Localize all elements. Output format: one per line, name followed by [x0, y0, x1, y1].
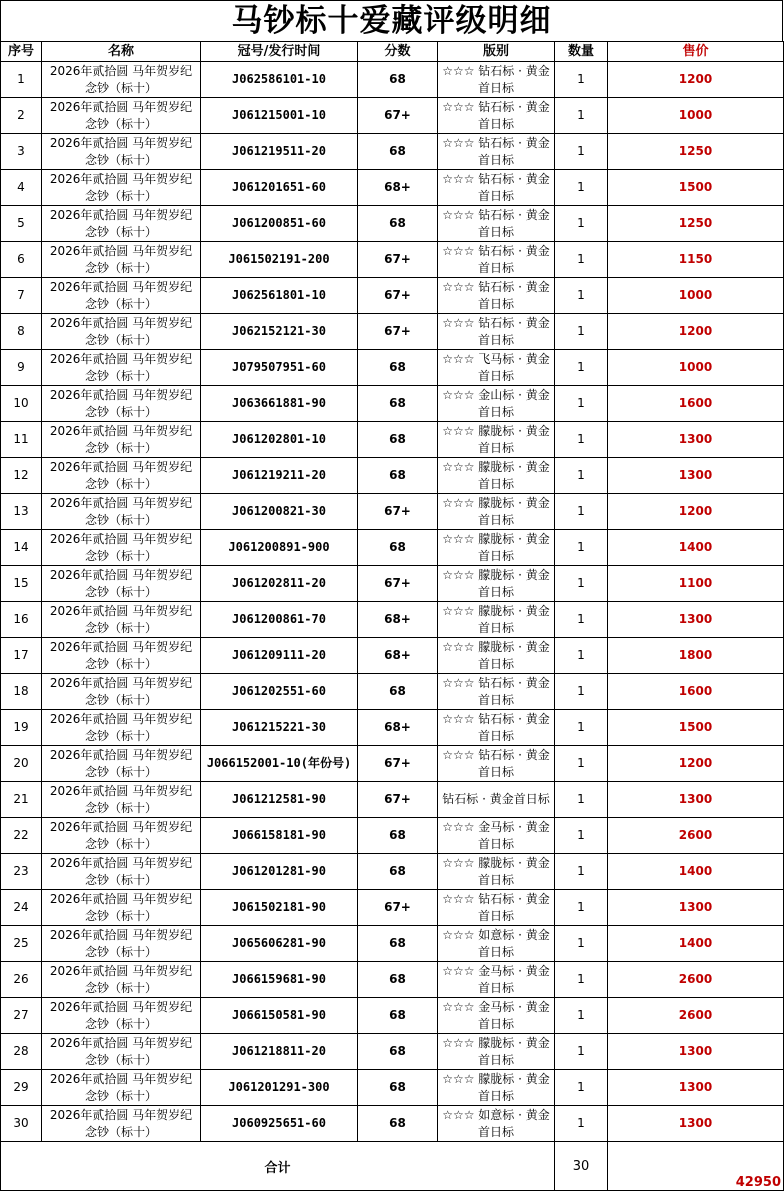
row-score: 68+ [358, 638, 438, 674]
row-score: 68 [358, 206, 438, 242]
row-number: 1 [1, 62, 42, 98]
row-price: 1200 [608, 62, 784, 98]
row-qty: 1 [555, 710, 608, 746]
row-number: 30 [1, 1106, 42, 1142]
row-score: 68 [358, 350, 438, 386]
table-row [1, 134, 784, 170]
table-row [1, 782, 784, 818]
row-qty: 1 [555, 962, 608, 998]
row-qty: 1 [555, 98, 608, 134]
table-row [1, 602, 784, 638]
row-number: 16 [1, 602, 42, 638]
row-number: 24 [1, 890, 42, 926]
row-qty: 1 [555, 998, 608, 1034]
row-serial: J061202811-20 [201, 566, 358, 602]
col-header-name: 名称 [42, 42, 201, 62]
row-score: 68 [358, 926, 438, 962]
row-price: 1300 [608, 1070, 784, 1106]
row-price: 2600 [608, 962, 784, 998]
col-header-no: 序号 [1, 42, 42, 62]
row-name: 2026年贰拾圆 马年贺岁纪念钞（标十） [42, 1070, 201, 1106]
row-version: ☆☆☆ 朦胧标 · 黄金首日标 [438, 530, 555, 566]
row-score: 68 [358, 1070, 438, 1106]
row-serial: J061201651-60 [201, 170, 358, 206]
row-name: 2026年贰拾圆 马年贺岁纪念钞（标十） [42, 566, 201, 602]
row-name: 2026年贰拾圆 马年贺岁纪念钞（标十） [42, 962, 201, 998]
row-version: ☆☆☆ 朦胧标 · 黄金首日标 [438, 494, 555, 530]
row-score: 67+ [358, 566, 438, 602]
row-serial: J061502181-90 [201, 890, 358, 926]
row-version: ☆☆☆ 如意标 · 黄金首日标 [438, 926, 555, 962]
row-qty: 1 [555, 638, 608, 674]
row-serial: J062561801-10 [201, 278, 358, 314]
row-version: ☆☆☆ 钻石标 · 黄金首日标 [438, 674, 555, 710]
table-row [1, 386, 784, 422]
row-name: 2026年贰拾圆 马年贺岁纪念钞（标十） [42, 278, 201, 314]
total-row [1, 1142, 784, 1191]
row-version: ☆☆☆ 钻石标 · 黄金首日标 [438, 206, 555, 242]
row-price: 1150 [608, 242, 784, 278]
table-row [1, 566, 784, 602]
row-version: ☆☆☆ 朦胧标 · 黄金首日标 [438, 638, 555, 674]
row-qty: 1 [555, 746, 608, 782]
row-name: 2026年贰拾圆 马年贺岁纪念钞（标十） [42, 782, 201, 818]
table-row [1, 1070, 784, 1106]
row-name: 2026年贰拾圆 马年贺岁纪念钞（标十） [42, 134, 201, 170]
row-version: ☆☆☆ 如意标 · 黄金首日标 [438, 1106, 555, 1142]
row-number: 23 [1, 854, 42, 890]
row-name: 2026年贰拾圆 马年贺岁纪念钞（标十） [42, 98, 201, 134]
row-qty: 1 [555, 1034, 608, 1070]
row-qty: 1 [555, 386, 608, 422]
row-serial: J061218811-20 [201, 1034, 358, 1070]
total-label: 合计 [1, 1142, 555, 1191]
row-number: 3 [1, 134, 42, 170]
row-version: ☆☆☆ 朦胧标 · 黄金首日标 [438, 458, 555, 494]
table-row [1, 278, 784, 314]
row-serial: J061201281-90 [201, 854, 358, 890]
row-serial: J061202551-60 [201, 674, 358, 710]
row-version: ☆☆☆ 钻石标 · 黄金首日标 [438, 170, 555, 206]
row-name: 2026年贰拾圆 马年贺岁纪念钞（标十） [42, 674, 201, 710]
table-row [1, 530, 784, 566]
row-qty: 1 [555, 782, 608, 818]
row-score: 67+ [358, 278, 438, 314]
row-serial: J061200821-30 [201, 494, 358, 530]
row-price: 1600 [608, 386, 784, 422]
detail-table [0, 41, 784, 1191]
col-header-version: 版别 [438, 42, 555, 62]
row-price: 1300 [608, 1034, 784, 1070]
row-price: 1600 [608, 674, 784, 710]
row-score: 68 [358, 854, 438, 890]
row-serial: J061219211-20 [201, 458, 358, 494]
table-row [1, 242, 784, 278]
row-name: 2026年贰拾圆 马年贺岁纪念钞（标十） [42, 890, 201, 926]
row-number: 29 [1, 1070, 42, 1106]
row-price: 1100 [608, 566, 784, 602]
row-qty: 1 [555, 926, 608, 962]
table-body [1, 62, 784, 1142]
row-name: 2026年贰拾圆 马年贺岁纪念钞（标十） [42, 62, 201, 98]
row-serial: J062586101-10 [201, 62, 358, 98]
table-row [1, 926, 784, 962]
row-qty: 1 [555, 890, 608, 926]
row-price: 1000 [608, 98, 784, 134]
row-price: 1300 [608, 890, 784, 926]
row-version: ☆☆☆ 钻石标 · 黄金首日标 [438, 134, 555, 170]
row-qty: 1 [555, 494, 608, 530]
row-serial: J061200861-70 [201, 602, 358, 638]
row-name: 2026年贰拾圆 马年贺岁纪念钞（标十） [42, 998, 201, 1034]
row-price: 1400 [608, 926, 784, 962]
row-serial: J062152121-30 [201, 314, 358, 350]
row-name: 2026年贰拾圆 马年贺岁纪念钞（标十） [42, 170, 201, 206]
table-row [1, 98, 784, 134]
row-qty: 1 [555, 62, 608, 98]
row-version: ☆☆☆ 朦胧标 · 黄金首日标 [438, 422, 555, 458]
row-number: 5 [1, 206, 42, 242]
row-score: 68 [358, 818, 438, 854]
row-price: 1250 [608, 206, 784, 242]
sheet-title: 马钞标十爱藏评级明细 [0, 0, 783, 41]
row-score: 67+ [358, 98, 438, 134]
col-header-qty: 数量 [555, 42, 608, 62]
row-number: 2 [1, 98, 42, 134]
row-number: 11 [1, 422, 42, 458]
row-serial: J066158181-90 [201, 818, 358, 854]
row-version: ☆☆☆ 飞马标 · 黄金首日标 [438, 350, 555, 386]
row-number: 28 [1, 1034, 42, 1070]
row-score: 67+ [358, 242, 438, 278]
row-serial: J066152001-10(年份号) [201, 746, 358, 782]
total-qty: 30 [555, 1142, 608, 1191]
row-score: 68 [358, 530, 438, 566]
row-version: ☆☆☆ 金山标 · 黄金首日标 [438, 386, 555, 422]
row-number: 22 [1, 818, 42, 854]
row-price: 1000 [608, 278, 784, 314]
row-serial: J061215001-10 [201, 98, 358, 134]
row-qty: 1 [555, 314, 608, 350]
table-row [1, 854, 784, 890]
row-number: 13 [1, 494, 42, 530]
row-qty: 1 [555, 602, 608, 638]
row-version: ☆☆☆ 钻石标 · 黄金首日标 [438, 242, 555, 278]
row-name: 2026年贰拾圆 马年贺岁纪念钞（标十） [42, 242, 201, 278]
row-qty: 1 [555, 242, 608, 278]
row-version: ☆☆☆ 钻石标 · 黄金首日标 [438, 62, 555, 98]
row-version: ☆☆☆ 钻石标 · 黄金首日标 [438, 710, 555, 746]
row-version: ☆☆☆ 朦胧标 · 黄金首日标 [438, 1070, 555, 1106]
table-row [1, 206, 784, 242]
row-qty: 1 [555, 458, 608, 494]
row-score: 67+ [358, 782, 438, 818]
table-row [1, 62, 784, 98]
table-row [1, 1106, 784, 1142]
row-score: 67+ [358, 314, 438, 350]
row-price: 2600 [608, 998, 784, 1034]
row-name: 2026年贰拾圆 马年贺岁纪念钞（标十） [42, 1034, 201, 1070]
row-qty: 1 [555, 530, 608, 566]
table-row [1, 818, 784, 854]
row-score: 68 [358, 674, 438, 710]
row-version: ☆☆☆ 金马标 · 黄金首日标 [438, 818, 555, 854]
table-row [1, 422, 784, 458]
row-number: 12 [1, 458, 42, 494]
row-name: 2026年贰拾圆 马年贺岁纪念钞（标十） [42, 926, 201, 962]
row-number: 20 [1, 746, 42, 782]
row-name: 2026年贰拾圆 马年贺岁纪念钞（标十） [42, 854, 201, 890]
row-serial: J061201291-300 [201, 1070, 358, 1106]
row-name: 2026年贰拾圆 马年贺岁纪念钞（标十） [42, 422, 201, 458]
row-version: ☆☆☆ 钻石标 · 黄金首日标 [438, 890, 555, 926]
row-score: 68 [358, 422, 438, 458]
row-serial: J061209111-20 [201, 638, 358, 674]
table-row [1, 962, 784, 998]
row-score: 67+ [358, 890, 438, 926]
row-version: ☆☆☆ 金马标 · 黄金首日标 [438, 998, 555, 1034]
row-price: 1800 [608, 638, 784, 674]
row-score: 67+ [358, 746, 438, 782]
row-price: 1300 [608, 458, 784, 494]
row-number: 19 [1, 710, 42, 746]
row-score: 68 [358, 998, 438, 1034]
table-row [1, 710, 784, 746]
row-qty: 1 [555, 278, 608, 314]
row-serial: J063661881-90 [201, 386, 358, 422]
row-score: 67+ [358, 494, 438, 530]
row-qty: 1 [555, 674, 608, 710]
row-name: 2026年贰拾圆 马年贺岁纪念钞（标十） [42, 458, 201, 494]
col-header-price: 售价 [608, 42, 784, 62]
row-version: 钻石标 · 黄金首日标 [438, 782, 555, 818]
row-name: 2026年贰拾圆 马年贺岁纪念钞（标十） [42, 350, 201, 386]
row-name: 2026年贰拾圆 马年贺岁纪念钞（标十） [42, 494, 201, 530]
table-row [1, 998, 784, 1034]
row-serial: J061212581-90 [201, 782, 358, 818]
row-qty: 1 [555, 422, 608, 458]
row-price: 1250 [608, 134, 784, 170]
row-price: 1300 [608, 782, 784, 818]
row-version: ☆☆☆ 钻石标 · 黄金首日标 [438, 278, 555, 314]
row-qty: 1 [555, 134, 608, 170]
row-serial: J065606281-90 [201, 926, 358, 962]
table-row [1, 458, 784, 494]
row-name: 2026年贰拾圆 马年贺岁纪念钞（标十） [42, 710, 201, 746]
row-qty: 1 [555, 170, 608, 206]
row-number: 15 [1, 566, 42, 602]
row-score: 68 [358, 386, 438, 422]
row-number: 7 [1, 278, 42, 314]
row-qty: 1 [555, 566, 608, 602]
row-score: 68+ [358, 170, 438, 206]
row-score: 68 [358, 458, 438, 494]
row-number: 9 [1, 350, 42, 386]
row-version: ☆☆☆ 朦胧标 · 黄金首日标 [438, 854, 555, 890]
row-score: 68 [358, 962, 438, 998]
table-row [1, 674, 784, 710]
row-price: 1400 [608, 530, 784, 566]
row-version: ☆☆☆ 朦胧标 · 黄金首日标 [438, 1034, 555, 1070]
row-price: 1300 [608, 1106, 784, 1142]
row-number: 10 [1, 386, 42, 422]
table-row [1, 638, 784, 674]
row-name: 2026年贰拾圆 马年贺岁纪念钞（标十） [42, 206, 201, 242]
row-score: 68 [358, 62, 438, 98]
row-name: 2026年贰拾圆 马年贺岁纪念钞（标十） [42, 314, 201, 350]
row-version: ☆☆☆ 钻石标 · 黄金首日标 [438, 314, 555, 350]
col-header-serial: 冠号/发行时间 [201, 42, 358, 62]
row-version: ☆☆☆ 钻石标 · 黄金首日标 [438, 98, 555, 134]
row-serial: J061200891-900 [201, 530, 358, 566]
row-qty: 1 [555, 350, 608, 386]
row-number: 17 [1, 638, 42, 674]
row-score: 68 [358, 134, 438, 170]
table-row [1, 1034, 784, 1070]
row-serial: J061215221-30 [201, 710, 358, 746]
header-row [1, 42, 784, 62]
row-serial: J060925651-60 [201, 1106, 358, 1142]
row-number: 26 [1, 962, 42, 998]
row-score: 68 [358, 1106, 438, 1142]
row-name: 2026年贰拾圆 马年贺岁纪念钞（标十） [42, 386, 201, 422]
row-price: 1400 [608, 854, 784, 890]
row-version: ☆☆☆ 朦胧标 · 黄金首日标 [438, 566, 555, 602]
row-number: 21 [1, 782, 42, 818]
table-row [1, 314, 784, 350]
row-score: 68+ [358, 710, 438, 746]
row-serial: J061202801-10 [201, 422, 358, 458]
row-qty: 1 [555, 854, 608, 890]
row-price: 1300 [608, 422, 784, 458]
row-version: ☆☆☆ 朦胧标 · 黄金首日标 [438, 602, 555, 638]
total-price: 42950 [608, 1142, 784, 1191]
row-qty: 1 [555, 206, 608, 242]
row-price: 1200 [608, 314, 784, 350]
row-serial: J066150581-90 [201, 998, 358, 1034]
row-score: 68 [358, 1034, 438, 1070]
row-price: 1200 [608, 746, 784, 782]
row-serial: J066159681-90 [201, 962, 358, 998]
table-row [1, 494, 784, 530]
row-name: 2026年贰拾圆 马年贺岁纪念钞（标十） [42, 602, 201, 638]
row-number: 25 [1, 926, 42, 962]
row-serial: J061200851-60 [201, 206, 358, 242]
col-header-score: 分数 [358, 42, 438, 62]
row-number: 6 [1, 242, 42, 278]
row-serial: J061219511-20 [201, 134, 358, 170]
row-price: 1000 [608, 350, 784, 386]
row-qty: 1 [555, 1070, 608, 1106]
row-serial: J061502191-200 [201, 242, 358, 278]
row-number: 18 [1, 674, 42, 710]
row-number: 4 [1, 170, 42, 206]
row-price: 1200 [608, 494, 784, 530]
row-number: 14 [1, 530, 42, 566]
row-number: 8 [1, 314, 42, 350]
row-price: 1500 [608, 710, 784, 746]
table-row [1, 890, 784, 926]
row-price: 1500 [608, 170, 784, 206]
row-version: ☆☆☆ 钻石标 · 黄金首日标 [438, 746, 555, 782]
row-version: ☆☆☆ 金马标 · 黄金首日标 [438, 962, 555, 998]
row-price: 1300 [608, 602, 784, 638]
row-name: 2026年贰拾圆 马年贺岁纪念钞（标十） [42, 746, 201, 782]
table-row [1, 746, 784, 782]
row-qty: 1 [555, 818, 608, 854]
row-number: 27 [1, 998, 42, 1034]
row-qty: 1 [555, 1106, 608, 1142]
row-name: 2026年贰拾圆 马年贺岁纪念钞（标十） [42, 1106, 201, 1142]
row-price: 2600 [608, 818, 784, 854]
table-row [1, 350, 784, 386]
row-name: 2026年贰拾圆 马年贺岁纪念钞（标十） [42, 530, 201, 566]
row-score: 68+ [358, 602, 438, 638]
row-serial: J079507951-60 [201, 350, 358, 386]
table-row [1, 170, 784, 206]
row-name: 2026年贰拾圆 马年贺岁纪念钞（标十） [42, 818, 201, 854]
row-name: 2026年贰拾圆 马年贺岁纪念钞（标十） [42, 638, 201, 674]
